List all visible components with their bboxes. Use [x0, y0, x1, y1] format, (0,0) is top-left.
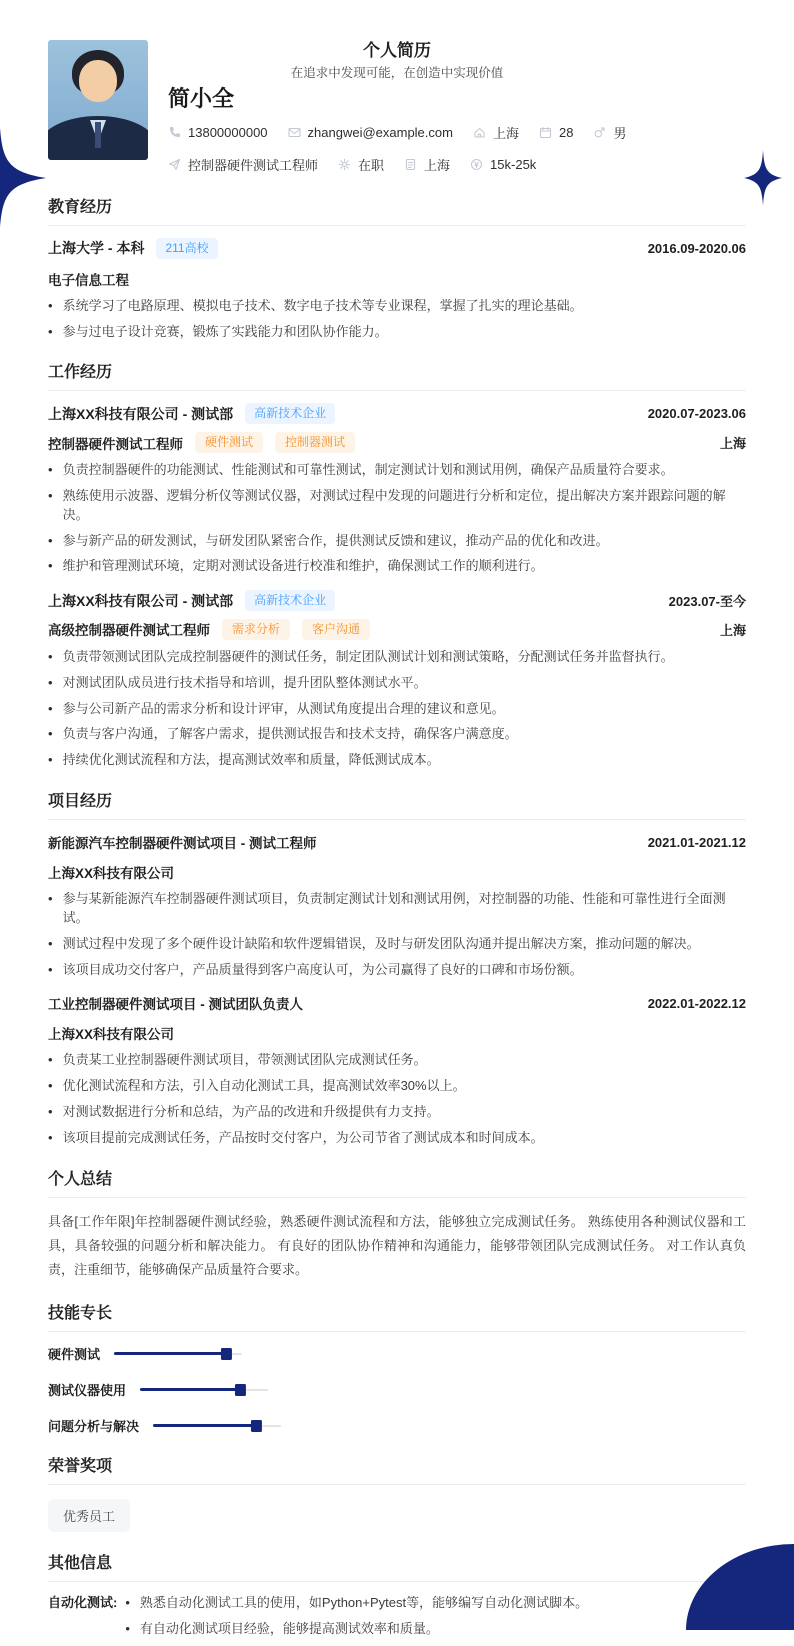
other-info-row — [48, 1594, 746, 1646]
job-location: 上海 — [719, 436, 746, 452]
age-icon — [539, 126, 552, 139]
list-item: • 系统学习了电路原理、模拟电子技术、数字电子技术等专业课程，掌握了扎实的理论基础。 — [48, 297, 746, 316]
major-name: 电子信息工程 — [48, 272, 129, 288]
section-title: 工作经历 — [48, 359, 746, 391]
project-title: 新能源汽车控制器硬件测试项目 - 测试工程师 — [48, 836, 317, 852]
job-tag: 客户沟通 — [302, 619, 370, 640]
section-honors — [48, 1453, 746, 1532]
skill-name: 测试仪器使用 — [48, 1383, 127, 1398]
job-title: 高级控制器硬件测试工程师 — [48, 623, 210, 639]
list-item: • 参与某新能源汽车控制器硬件测试项目，负责制定测试计划和测试用例，对控制器的功能、性能和可靠性进行全面测试。 — [48, 890, 746, 928]
project-date: 2022.01-2022.12 — [647, 995, 746, 1011]
city-text: 上海 — [424, 158, 451, 173]
job-entry — [48, 590, 746, 770]
skill-slider-handle[interactable] — [251, 1420, 262, 1432]
contact-row-job — [168, 155, 746, 174]
skill-name: 问题分析与解决 — [48, 1419, 140, 1434]
list-item: • 参与过电子设计竞赛，锻炼了实践能力和团队协作能力。 — [48, 323, 746, 342]
skill-name: 硬件测试 — [48, 1347, 101, 1362]
list-item: • 负责某工业控制器硬件测试项目，带领测试团队完成测试任务。 — [48, 1051, 746, 1070]
status-text: 在职 — [358, 158, 385, 173]
email-icon — [288, 126, 301, 139]
contact-row-basic — [168, 123, 746, 142]
section-summary — [48, 1166, 746, 1282]
section-skills — [48, 1300, 746, 1435]
list-item: • 负责与客户沟通，了解客户需求，提供测试报告和技术支持，确保客户满意度。 — [48, 725, 746, 744]
section-projects — [48, 788, 746, 1148]
age-item — [539, 125, 573, 140]
honor-tag: 优秀员工 — [48, 1499, 130, 1532]
job-date: 2023.07-至今 — [668, 594, 746, 610]
company-name: 上海XX科技有限公司 - 测试部 — [48, 592, 234, 609]
slider-fill — [114, 1352, 227, 1355]
list-item: • 维护和管理测试环境，定期对测试设备进行校准和维护，确保测试工作的顺利进行。 — [48, 557, 746, 576]
status-item — [338, 155, 384, 174]
section-title: 个人总结 — [48, 1166, 746, 1198]
slider-fill — [140, 1388, 241, 1391]
skill-row — [48, 1344, 746, 1363]
school-badge: 211高校 — [156, 238, 217, 259]
gender-text: 男 — [613, 126, 627, 141]
list-item: • 该项目成功交付客户，产品质量得到客户高度认可，为公司赢得了良好的口碑和市场份额。 — [48, 961, 746, 980]
skill-slider[interactable] — [153, 1419, 281, 1433]
section-title: 教育经历 — [48, 194, 746, 226]
list-item: • 对测试团队成员进行技术指导和培训，提升团队整体测试水平。 — [48, 674, 746, 693]
list-item: • 熟练使用示波器、逻辑分析仪等测试仪器，对测试过程中发现的问题进行分析和定位，提出解决方案并跟踪问题的解决。 — [48, 487, 746, 525]
job-title: 控制器硬件测试工程师 — [48, 436, 183, 452]
section-other — [48, 1550, 746, 1646]
position-icon — [168, 158, 181, 171]
status-gear-icon — [338, 158, 351, 171]
list-item: • 参与公司新产品的需求分析和设计评审，从测试角度提出合理的建议和意见。 — [48, 700, 746, 719]
project-entry — [48, 993, 746, 1147]
education-date: 2016.09-2020.06 — [647, 240, 746, 256]
salary-item — [470, 157, 536, 172]
email-item — [288, 125, 453, 140]
section-title: 技能专长 — [48, 1300, 746, 1332]
list-item: • 参与新产品的研发测试，与研发团队紧密合作，提供测试反馈和建议，推动产品的优化和改进。 — [48, 532, 746, 551]
list-item: • 测试过程中发现了多个硬件设计缺陷和软件逻辑错误，及时与研发团队沟通并提出解决方案，推动问题的解决。 — [48, 935, 746, 954]
list-item: • 对测试数据进行分析和总结，为产品的改进和升级提供有力支持。 — [48, 1103, 746, 1122]
skill-row — [48, 1416, 746, 1435]
company-badge: 高新技术企业 — [245, 590, 335, 611]
phone-icon — [168, 126, 181, 139]
section-education — [48, 194, 746, 341]
gender-icon — [593, 126, 606, 139]
position-item — [168, 155, 318, 174]
section-work — [48, 359, 746, 770]
resume-header — [0, 0, 794, 176]
person-name: 简小全 — [168, 86, 235, 111]
page-title: 个人简历 — [363, 41, 431, 60]
location-item — [473, 123, 519, 142]
summary-text: 具备[工作年限]年控制器硬件测试经验，熟悉硬件测试流程和方法，能够独立完成测试任务。 熟练使用各种测试仪器和工具，具备较强的问题分析和解决能力。 有良好的团队协作精神和沟通能力，能够带领团队完成测试任务。 对工作认真负责，注重细节，能够确保产品质量符合要求。 — [48, 1213, 746, 1277]
salary-icon — [470, 158, 483, 171]
list-item: • 熟悉自动化测试工具的使用，如Python+Pytest等，能够编写自动化测试脚本。 — [125, 1594, 746, 1613]
list-item: • 该项目提前完成测试任务，产品按时交付客户，为公司节省了测试成本和时间成本。 — [48, 1129, 746, 1148]
list-item: • 负责带领测试团队完成控制器硬件的测试任务，制定团队测试计划和测试策略，分配测试任务并监督执行。 — [48, 648, 746, 667]
salary-text: 15k-25k — [490, 157, 537, 172]
project-company: 上海XX科技有限公司 — [48, 866, 175, 882]
gender-item — [593, 123, 626, 142]
slider-fill — [153, 1424, 257, 1427]
page-subtitle: 在追求中发现可能，在创造中实现价值 — [290, 66, 504, 80]
company-badge: 高新技术企业 — [245, 403, 335, 424]
email-text: zhangwei@example.com — [307, 125, 453, 140]
section-title: 荣誉奖项 — [48, 1453, 746, 1485]
skill-slider-handle[interactable] — [235, 1384, 246, 1396]
project-date: 2021.01-2021.12 — [647, 834, 746, 850]
list-item: • 优化测试流程和方法，引入自动化测试工具，提高测试效率30%以上。 — [48, 1077, 746, 1096]
section-title: 项目经历 — [48, 788, 746, 820]
other-label: 自动化测试: — [48, 1595, 118, 1610]
phone-item — [168, 125, 268, 140]
list-item: • 负责控制器硬件的功能测试、性能测试和可靠性测试，制定测试计划和测试用例，确保产品质量符合要求。 — [48, 461, 746, 480]
project-entry — [48, 832, 746, 979]
job-location: 上海 — [719, 622, 746, 638]
company-name: 上海XX科技有限公司 - 测试部 — [48, 405, 234, 422]
age-text: 28 — [558, 125, 574, 140]
document-icon — [404, 158, 417, 171]
job-tag: 需求分析 — [222, 619, 290, 640]
skill-row — [48, 1380, 746, 1399]
job-entry — [48, 403, 746, 576]
project-title: 工业控制器硬件测试项目 - 测试团队负责人 — [48, 997, 303, 1013]
position-text: 控制器硬件测试工程师 — [188, 158, 319, 173]
location-text: 上海 — [492, 126, 519, 141]
list-item: • 有自动化测试项目经验，能够提高测试效率和质量。 — [125, 1620, 746, 1639]
skill-slider[interactable] — [114, 1347, 242, 1361]
skill-slider[interactable] — [140, 1383, 268, 1397]
phone-text: 13800000000 — [188, 125, 268, 140]
city-item — [404, 155, 450, 174]
job-tag: 硬件测试 — [195, 432, 263, 453]
skill-slider-handle[interactable] — [221, 1348, 232, 1360]
location-icon — [473, 126, 486, 139]
project-company: 上海XX科技有限公司 — [48, 1027, 175, 1043]
section-title: 其他信息 — [48, 1550, 746, 1582]
job-date: 2020.07-2023.06 — [647, 406, 746, 422]
education-entry — [48, 238, 746, 341]
list-item: • 持续优化测试流程和方法，提高测试效率和质量，降低测试成本。 — [48, 751, 746, 770]
job-tag: 控制器测试 — [275, 432, 355, 453]
school-name: 上海大学 - 本科 — [48, 240, 145, 257]
